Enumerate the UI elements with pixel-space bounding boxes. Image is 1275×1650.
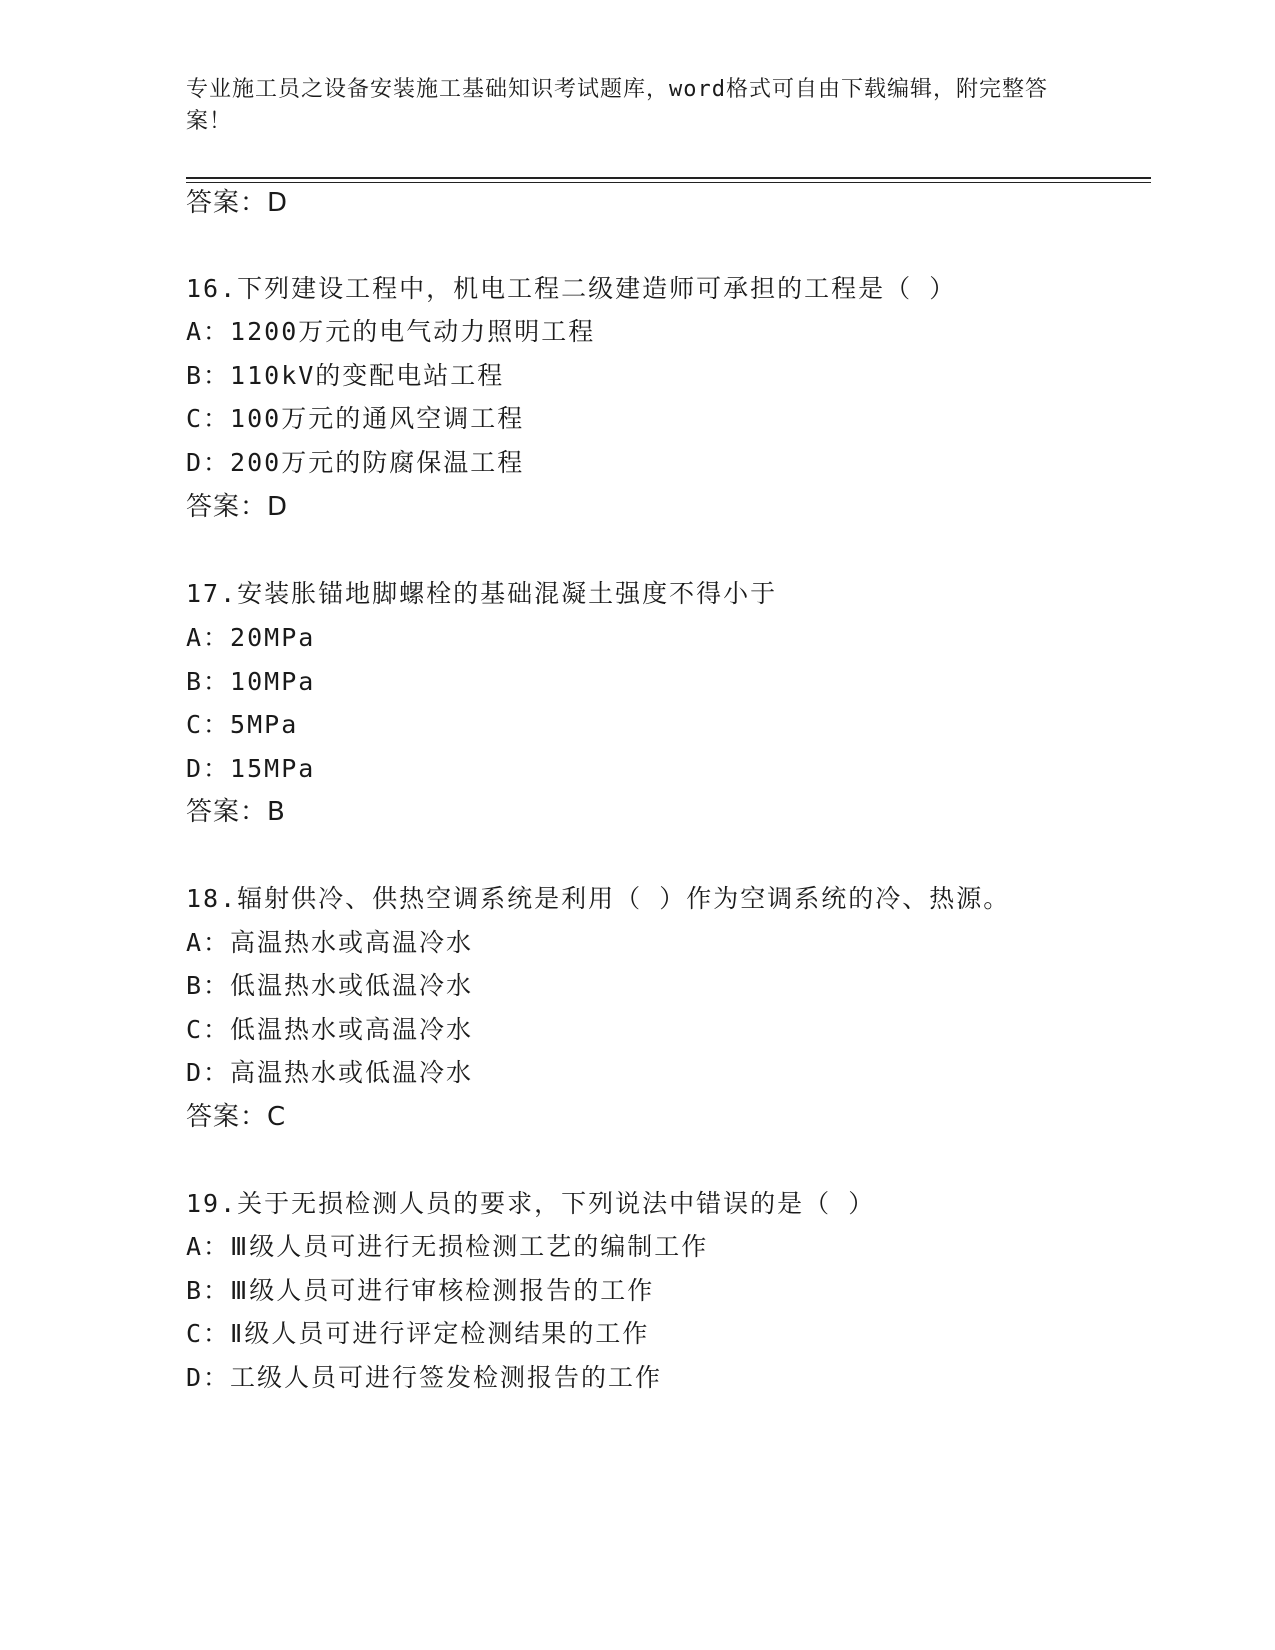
question-17: 17.安装胀锚地脚螺栓的基础混凝土强度不得小于 xyxy=(186,579,778,608)
answer-line: 答案：D xyxy=(186,188,289,218)
header-divider-thin xyxy=(186,182,1151,183)
answer-line: 答案：B xyxy=(186,797,286,827)
option-line: B：低温热水或低温冷水 xyxy=(186,971,474,1000)
option-line: A：20MPa xyxy=(186,623,316,652)
option-line: A：1200万元的电气动力照明工程 xyxy=(186,317,596,346)
option-line: C：低温热水或高温冷水 xyxy=(186,1015,474,1044)
option-line: C：5MPa xyxy=(186,710,299,739)
question-19: 19.关于无损检测人员的要求，下列说法中错误的是（ ） xyxy=(186,1189,876,1218)
option-line: B：110kV的变配电站工程 xyxy=(186,361,505,390)
header-divider-thick xyxy=(186,177,1151,179)
option-line: B：Ⅲ级人员可进行审核检测报告的工作 xyxy=(186,1276,655,1305)
document-header: 专业施工员之设备安装施工基础知识考试题库，word格式可自由下载编辑，附完整答案！ xyxy=(186,77,1048,134)
option-line: D：200万元的防腐保温工程 xyxy=(186,448,525,477)
option-line: D：15MPa xyxy=(186,754,316,783)
option-line: C：Ⅱ级人员可进行评定检测结果的工作 xyxy=(186,1319,650,1348)
question-16: 16.下列建设工程中，机电工程二级建造师可承担的工程是（ ） xyxy=(186,274,957,303)
answer-line: 答案：C xyxy=(186,1102,287,1132)
option-line: D：工级人员可进行签发检测报告的工作 xyxy=(186,1363,663,1392)
answer-line: 答案：D xyxy=(186,492,289,522)
option-line: A：Ⅲ级人员可进行无损检测工艺的编制工作 xyxy=(186,1232,709,1261)
question-18: 18.辐射供冷、供热空调系统是利用（ ）作为空调系统的冷、热源。 xyxy=(186,884,1011,913)
option-line: D：高温热水或低温冷水 xyxy=(186,1058,474,1087)
option-line: C：100万元的通风空调工程 xyxy=(186,404,525,433)
option-line: B：10MPa xyxy=(186,667,316,696)
option-line: A：高温热水或高温冷水 xyxy=(186,928,474,957)
